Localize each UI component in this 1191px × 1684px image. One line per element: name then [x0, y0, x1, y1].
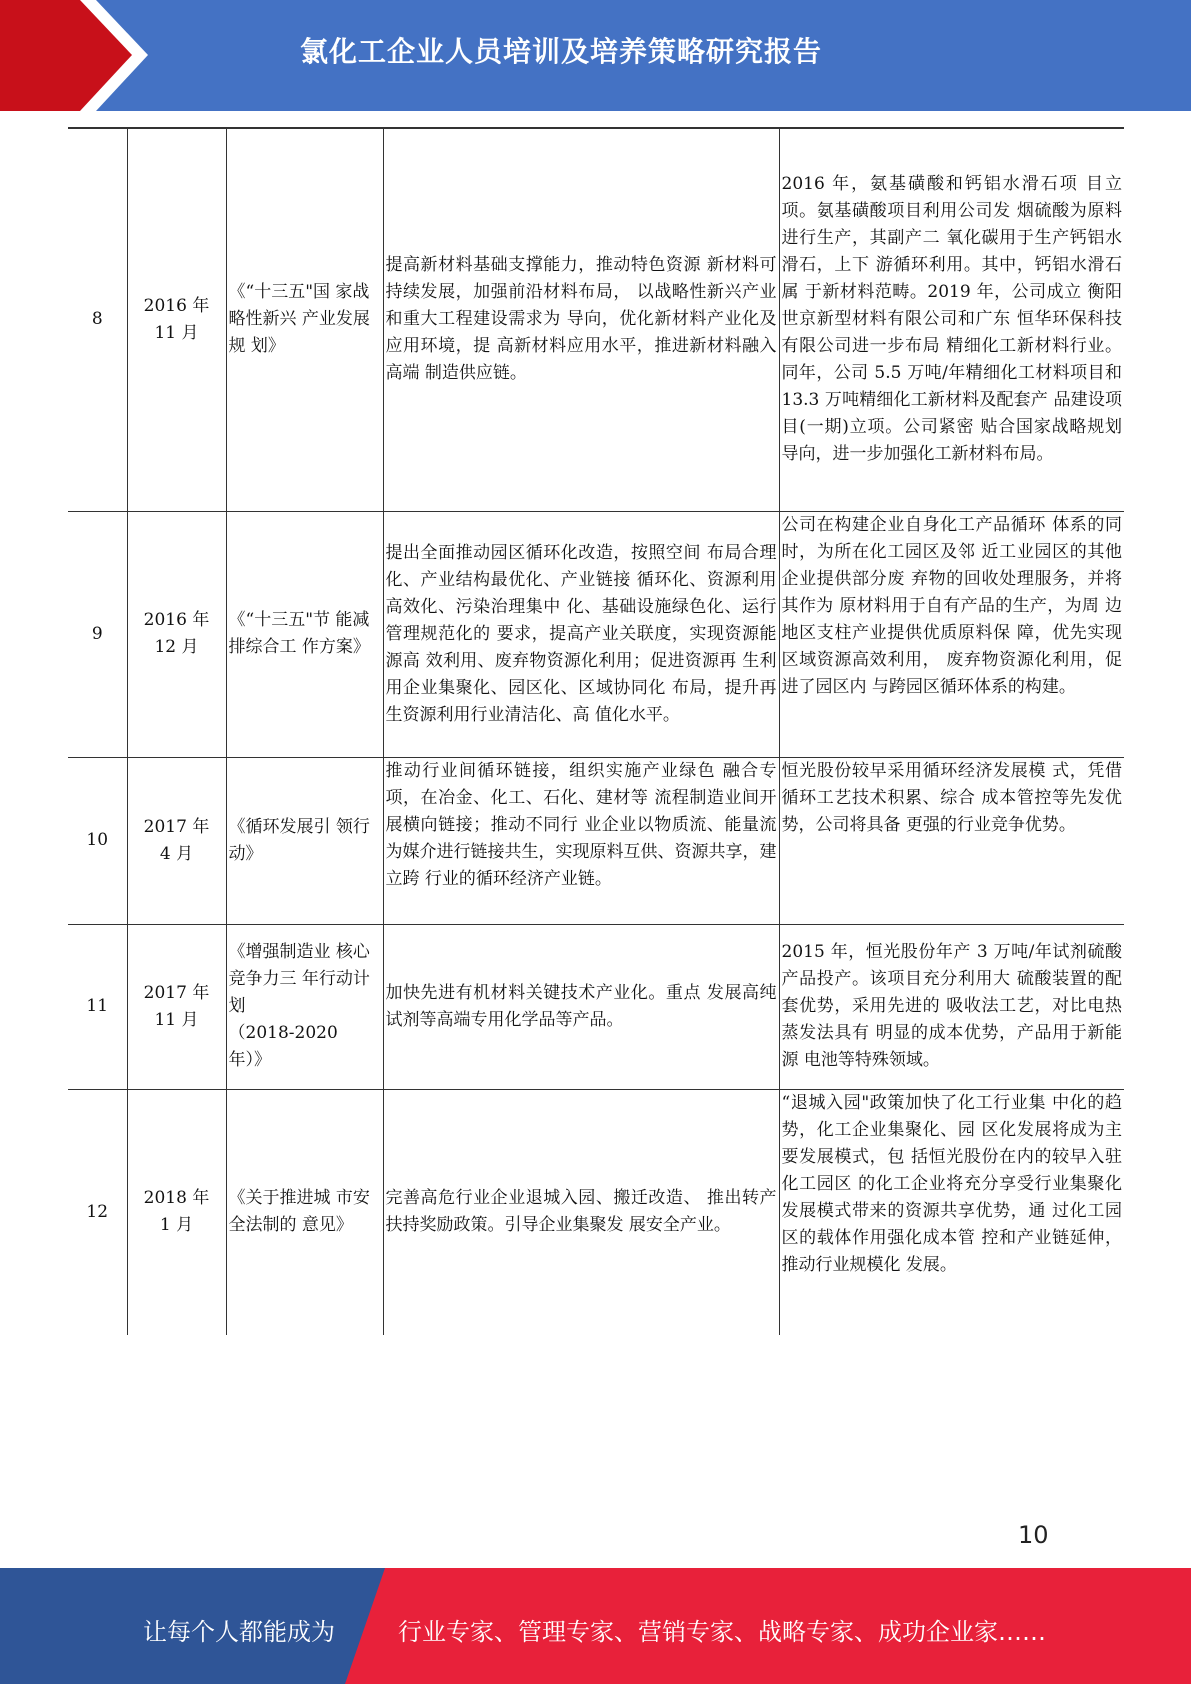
policy-measures: 加快先进有机材料关键技术产业化。重点 发展高纯试剂等高端专用化学品等产品。 — [383, 924, 779, 1089]
policy-name: 《循环发展引 领行动》 — [226, 757, 383, 924]
footer-slogan-roles: 行业专家、管理专家、营销专家、战略专家、成功企业家…… — [398, 1618, 1046, 1646]
issue-date: 2018 年 1 月 — [127, 1089, 226, 1335]
policy-measures: 推动行业间循环链接，组织实施产业绿色 融合专项，在冶金、化工、石化、建材等 流程制造业间开展横向链接；推动不同行 业企业以物质流、能量流为媒介进行链接共生，实现原料互供、资源共享，建立跨 行业的循环经济产业链。 — [383, 757, 779, 924]
company-effect: 2016 年，氨基磺酸和钙铝水滑石项 目立项。氨基磺酸项目利用公司发 烟硫酸为原料进行生产，其副产二 氧化碳用于生产钙铝水滑石，上下 游循环利用。其中，钙铝水滑石属 于新材料范畴。2019 年，公司成立 衡阳世京新型材料有限公司和广东 恒华环保科技有限公司进一步布局 精细化工新材料行业。同年，公司 5.5 万吨/年精细化工材料项目和 13.3 万吨精细化工新材料及配套产 品建设项目(一期)立项。公司紧密 贴合国家战略规划导向，进一步加强化工新材料布局。 — [779, 128, 1124, 511]
company-effect: 恒光股份较早采用循环经济发展模 式，凭借循环工艺技术积累、综合 成本管控等先发优势，公司将具备 更强的行业竞争优势。 — [779, 757, 1124, 924]
table-row — [68, 1089, 1124, 1335]
policy-name: 《增强制造业 核心竞争力三 年行动计划 （2018-2020 年）》 — [226, 924, 383, 1089]
issue-date: 2016 年 12 月 — [127, 511, 226, 757]
report-title: 氯化工企业人员培训及培养策略研究报告 — [300, 35, 823, 68]
company-effect: 公司在构建企业自身化工产品循环 体系的同时，为所在化工园区及邻 近工业园区的其他企业提供部分废 弃物的回收处理服务，并将其作为 原材料用于自有产品的生产，为周 边地区支柱产业提供优质原料保 障，优先实现区域资源高效利用， 废弃物资源化利用，促进了园区内 与跨园区循环体系的构建。 — [779, 511, 1124, 757]
row-number: 11 — [68, 924, 127, 1089]
policy-measures: 提高新材料基础支撑能力，推动特色资源 新材料可持续发展，加强前沿材料布局， 以战略性新兴产业和重大工程建设需求为 导向，优化新材料产业化及应用环境，提 高新材料应用水平，推进新材料融入高端 制造供应链。 — [383, 128, 779, 511]
policy-table — [68, 127, 1124, 1335]
issue-date: 2017 年 11 月 — [127, 924, 226, 1089]
table-row — [68, 128, 1124, 511]
row-number: 10 — [68, 757, 127, 924]
table-row — [68, 511, 1124, 757]
policy-measures: 完善高危行业企业退城入园、搬迁改造、 推出转产扶持奖励政策。引导企业集聚发 展安全产业。 — [383, 1089, 779, 1335]
policy-measures: 提出全面推动园区循环化改造，按照空间 布局合理化、产业结构最优化、产业链接 循环化、资源利用高效化、污染治理集中 化、基础设施绿色化、运行管理规范化的 要求，提高产业关联度，实现资源能源高 效利用、废弃物资源化利用；促进资源再 生利用企业集聚化、园区化、区域协同化 布局，提升再生资源利用行业清洁化、高 值化水平。 — [383, 511, 779, 757]
issue-date: 2017 年 4 月 — [127, 757, 226, 924]
table-row — [68, 757, 1124, 924]
row-number: 9 — [68, 511, 127, 757]
policy-name: 《“十三五"节 能减排综合工 作方案》 — [226, 511, 383, 757]
row-number: 12 — [68, 1089, 127, 1335]
page-footer — [0, 1568, 1191, 1684]
row-number: 8 — [68, 128, 127, 511]
issue-date: 2016 年 11 月 — [127, 128, 226, 511]
company-effect: 2015 年，恒光股份年产 3 万吨/年试剂硫酸产品投产。该项目充分利用大 硫酸装置的配套优势，采用先进的 吸收法工艺，对比电热蒸发法具有 明显的成本优势，产品用于新能源 电池等特殊领域。 — [779, 924, 1124, 1089]
policy-name: 《“十三五"国 家战略性新兴 产业发展规 划》 — [226, 128, 383, 511]
company-effect: “退城入园"政策加快了化工行业集 中化的趋势，化工企业集聚化、园 区化发展将成为主要发展模式，包 括恒光股份在内的较早入驻化工园区 的化工企业将充分享受行业集聚化 发展模式带来的资源共享优势，通 过化工园区的载体作用强化成本管 控和产业链延伸，推动行业规模化 发展。 — [779, 1089, 1124, 1335]
policy-name: 《关于推进城 市安全法制的 意见》 — [226, 1089, 383, 1335]
page-header — [0, 0, 1191, 111]
footer-slogan-lead: 让每个人都能成为 — [143, 1618, 335, 1646]
table-row — [68, 924, 1124, 1089]
page-number: 10 — [1018, 1521, 1049, 1549]
